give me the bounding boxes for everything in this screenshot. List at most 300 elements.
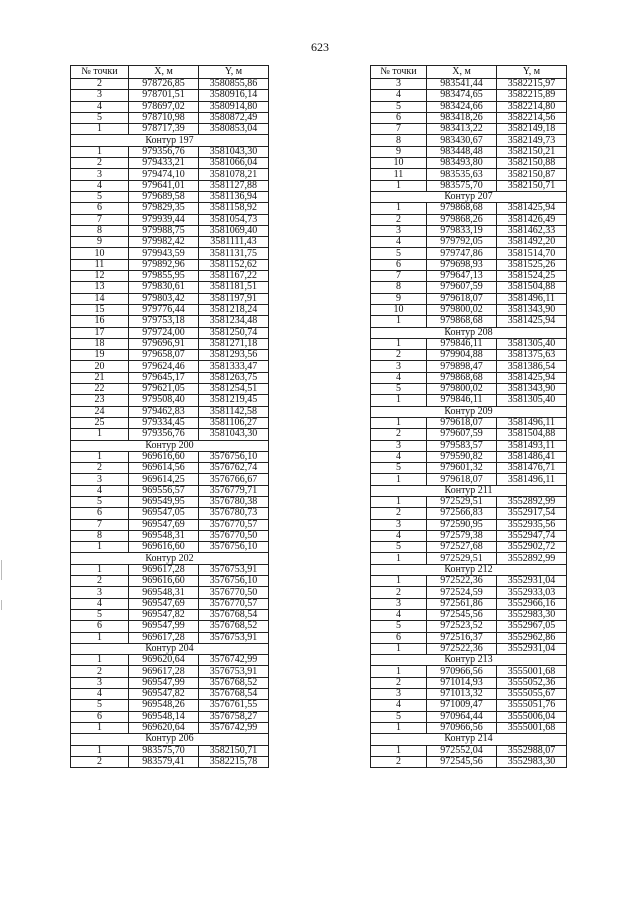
y-coordinate-cell: 3582215,97 — [497, 79, 567, 90]
point-number-cell: 20 — [71, 361, 129, 372]
contour-header-row — [371, 406, 567, 417]
point-number-cell: 11 — [71, 259, 129, 270]
table-row — [371, 519, 567, 530]
point-number-cell: 3 — [371, 519, 427, 530]
point-number-cell: 11 — [371, 169, 427, 180]
point-number-cell: 1 — [71, 745, 129, 756]
point-number-cell: 10 — [71, 248, 129, 259]
contour-header-row — [371, 564, 567, 575]
table-row — [71, 146, 269, 157]
contour-header-row — [71, 643, 269, 654]
table-row — [71, 576, 269, 587]
x-coordinate-cell: 972545,56 — [427, 756, 497, 767]
x-coordinate-cell: 969616,60 — [129, 542, 199, 553]
point-number-cell: 4 — [71, 598, 129, 609]
x-coordinate-cell: 983579,41 — [129, 756, 199, 767]
table-row — [371, 124, 567, 135]
point-number-cell: 21 — [71, 372, 129, 383]
point-number-cell: 1 — [371, 643, 427, 654]
table-row — [71, 542, 269, 553]
y-coordinate-cell: 3581343,90 — [497, 304, 567, 315]
y-coordinate-cell: 3576780,38 — [199, 496, 269, 507]
point-number-cell: 5 — [71, 609, 129, 620]
table-row — [371, 508, 567, 519]
y-coordinate-cell: 3555055,67 — [497, 689, 567, 700]
point-number-cell: 2 — [71, 463, 129, 474]
y-coordinate-cell: 3581043,30 — [199, 146, 269, 157]
contour-header-row — [371, 485, 567, 496]
y-coordinate-cell: 3555006,04 — [497, 711, 567, 722]
y-coordinate-cell: 3576768,52 — [199, 621, 269, 632]
table-row — [371, 101, 567, 112]
table-row — [371, 158, 567, 169]
y-coordinate-cell: 3552931,04 — [497, 576, 567, 587]
x-coordinate-cell: 983424,66 — [427, 101, 497, 112]
x-coordinate-cell: 979583,57 — [427, 440, 497, 451]
x-coordinate-cell: 979624,46 — [129, 361, 199, 372]
table-row — [371, 496, 567, 507]
x-coordinate-cell: 969547,99 — [129, 621, 199, 632]
table-row — [71, 158, 269, 169]
y-coordinate-cell: 3576770,50 — [199, 530, 269, 541]
x-coordinate-cell: 979846,11 — [427, 395, 497, 406]
point-number-cell: 2 — [71, 756, 129, 767]
x-coordinate-cell: 979607,59 — [427, 429, 497, 440]
x-coordinate-cell: 979868,26 — [427, 214, 497, 225]
table-row — [371, 225, 567, 236]
table-row — [71, 587, 269, 598]
x-coordinate-cell: 969614,25 — [129, 474, 199, 485]
point-number-cell: 4 — [71, 101, 129, 112]
table-row — [371, 248, 567, 259]
x-coordinate-cell: 978697,02 — [129, 101, 199, 112]
x-coordinate-cell: 979474,10 — [129, 169, 199, 180]
y-coordinate-cell: 3581078,21 — [199, 169, 269, 180]
table-row — [371, 417, 567, 428]
y-coordinate-cell: 3552983,30 — [497, 609, 567, 620]
point-number-cell: 9 — [371, 146, 427, 157]
y-coordinate-cell: 3581504,88 — [497, 282, 567, 293]
y-coordinate-cell: 3582214,56 — [497, 112, 567, 123]
x-coordinate-cell: 979982,42 — [129, 237, 199, 248]
header-x: X, м — [427, 66, 497, 79]
table-row — [71, 756, 269, 767]
table-row — [371, 135, 567, 146]
table-row — [71, 316, 269, 327]
x-coordinate-cell: 972522,36 — [427, 576, 497, 587]
table-row — [71, 711, 269, 722]
table-row — [71, 621, 269, 632]
point-number-cell: 9 — [71, 237, 129, 248]
y-coordinate-cell: 3580872,49 — [199, 112, 269, 123]
point-number-cell: 1 — [371, 338, 427, 349]
y-coordinate-cell: 3555001,68 — [497, 722, 567, 733]
point-number-cell: 6 — [71, 508, 129, 519]
table-row — [371, 587, 567, 598]
table-row — [71, 530, 269, 541]
contour-label: Контур 202 — [71, 553, 269, 564]
y-coordinate-cell: 3581218,24 — [199, 304, 269, 315]
table-row — [71, 282, 269, 293]
contour-label: Контур 213 — [371, 655, 567, 666]
point-number-cell: 1 — [71, 632, 129, 643]
x-coordinate-cell: 979753,18 — [129, 316, 199, 327]
y-coordinate-cell: 3552892,99 — [497, 553, 567, 564]
point-number-cell: 5 — [71, 191, 129, 202]
point-number-cell: 1 — [71, 451, 129, 462]
point-number-cell: 2 — [71, 666, 129, 677]
x-coordinate-cell: 979618,07 — [427, 474, 497, 485]
table-row — [371, 169, 567, 180]
x-coordinate-cell: 979607,59 — [427, 282, 497, 293]
table-row — [371, 203, 567, 214]
y-coordinate-cell: 3581054,73 — [199, 214, 269, 225]
coordinates-table-right — [370, 65, 567, 768]
point-number-cell: 6 — [71, 203, 129, 214]
table-row — [71, 598, 269, 609]
x-coordinate-cell: 969617,28 — [129, 666, 199, 677]
y-coordinate-cell: 3555052,36 — [497, 677, 567, 688]
y-coordinate-cell: 3581111,43 — [199, 237, 269, 248]
x-coordinate-cell: 969547,69 — [129, 598, 199, 609]
y-coordinate-cell: 3582150,88 — [497, 158, 567, 169]
x-coordinate-cell: 979356,76 — [129, 429, 199, 440]
table-row — [71, 463, 269, 474]
y-coordinate-cell: 3552983,30 — [497, 756, 567, 767]
table-row — [371, 395, 567, 406]
x-coordinate-cell: 979988,75 — [129, 225, 199, 236]
y-coordinate-cell: 3581305,40 — [497, 395, 567, 406]
x-coordinate-cell: 983535,63 — [427, 169, 497, 180]
point-number-cell: 5 — [371, 463, 427, 474]
x-coordinate-cell: 979800,02 — [427, 304, 497, 315]
x-coordinate-cell: 971014,93 — [427, 677, 497, 688]
point-number-cell: 13 — [71, 282, 129, 293]
table-row — [371, 530, 567, 541]
contour-label: Контур 212 — [371, 564, 567, 575]
y-coordinate-cell: 3576766,67 — [199, 474, 269, 485]
y-coordinate-cell: 3581305,40 — [497, 338, 567, 349]
point-number-cell: 24 — [71, 406, 129, 417]
y-coordinate-cell: 3576753,91 — [199, 632, 269, 643]
contour-header-row — [71, 135, 269, 146]
x-coordinate-cell: 969616,60 — [129, 576, 199, 587]
table-row — [71, 112, 269, 123]
y-coordinate-cell: 3581142,58 — [199, 406, 269, 417]
x-coordinate-cell: 983493,80 — [427, 158, 497, 169]
header-row — [71, 66, 269, 79]
y-coordinate-cell: 3581136,94 — [199, 191, 269, 202]
y-coordinate-cell: 3581167,22 — [199, 271, 269, 282]
point-number-cell: 1 — [371, 745, 427, 756]
table-row — [71, 632, 269, 643]
x-coordinate-cell: 972523,52 — [427, 621, 497, 632]
x-coordinate-cell: 971013,32 — [427, 689, 497, 700]
table-row — [371, 677, 567, 688]
point-number-cell: 1 — [71, 564, 129, 575]
x-coordinate-cell: 979833,19 — [427, 225, 497, 236]
contour-header-row — [371, 327, 567, 338]
y-coordinate-cell: 3576770,50 — [199, 587, 269, 598]
table-row — [371, 304, 567, 315]
y-coordinate-cell: 3581425,94 — [497, 372, 567, 383]
point-number-cell: 3 — [71, 90, 129, 101]
y-coordinate-cell: 3582214,80 — [497, 101, 567, 112]
table-row — [71, 271, 269, 282]
point-number-cell: 3 — [71, 169, 129, 180]
x-coordinate-cell: 979868,68 — [427, 203, 497, 214]
point-number-cell: 2 — [71, 576, 129, 587]
y-coordinate-cell: 3552933,03 — [497, 587, 567, 598]
y-coordinate-cell: 3581127,88 — [199, 180, 269, 191]
y-coordinate-cell: 3581486,41 — [497, 451, 567, 462]
table-row — [371, 214, 567, 225]
y-coordinate-cell: 3576756,10 — [199, 542, 269, 553]
point-number-cell: 19 — [71, 350, 129, 361]
x-coordinate-cell: 972529,51 — [427, 553, 497, 564]
table-row — [371, 463, 567, 474]
y-coordinate-cell: 3582150,71 — [199, 745, 269, 756]
point-number-cell: 1 — [371, 553, 427, 564]
table-row — [371, 316, 567, 327]
contour-label: Контур 200 — [71, 440, 269, 451]
point-number-cell: 1 — [371, 395, 427, 406]
y-coordinate-cell: 3582150,21 — [497, 146, 567, 157]
table-row — [71, 79, 269, 90]
point-number-cell: 8 — [371, 135, 427, 146]
x-coordinate-cell: 972522,36 — [427, 643, 497, 654]
point-number-cell: 2 — [371, 429, 427, 440]
point-number-cell: 2 — [371, 350, 427, 361]
header-point-number: № точки — [371, 66, 427, 79]
point-number-cell: 5 — [371, 248, 427, 259]
y-coordinate-cell: 3581263,75 — [199, 372, 269, 383]
y-coordinate-cell: 3576762,74 — [199, 463, 269, 474]
x-coordinate-cell: 979830,61 — [129, 282, 199, 293]
y-coordinate-cell: 3580855,86 — [199, 79, 269, 90]
x-coordinate-cell: 979658,07 — [129, 350, 199, 361]
y-coordinate-cell: 3552967,05 — [497, 621, 567, 632]
contour-header-row — [71, 553, 269, 564]
y-coordinate-cell: 3581504,88 — [497, 429, 567, 440]
table-row — [371, 271, 567, 282]
x-coordinate-cell: 979356,76 — [129, 146, 199, 157]
point-number-cell: 1 — [371, 203, 427, 214]
y-coordinate-cell: 3581158,92 — [199, 203, 269, 214]
point-number-cell: 3 — [371, 79, 427, 90]
x-coordinate-cell: 969620,64 — [129, 722, 199, 733]
y-coordinate-cell: 3552966,16 — [497, 598, 567, 609]
y-coordinate-cell: 3576780,73 — [199, 508, 269, 519]
coordinates-table-left — [70, 65, 269, 768]
point-number-cell: 3 — [371, 598, 427, 609]
table-row — [371, 112, 567, 123]
y-coordinate-cell: 3581476,71 — [497, 463, 567, 474]
point-number-cell: 4 — [71, 689, 129, 700]
y-coordinate-cell: 3555051,76 — [497, 700, 567, 711]
y-coordinate-cell: 3576770,57 — [199, 598, 269, 609]
table-row — [371, 180, 567, 191]
point-number-cell: 4 — [71, 180, 129, 191]
point-number-cell: 5 — [371, 384, 427, 395]
x-coordinate-cell: 983430,67 — [427, 135, 497, 146]
x-coordinate-cell: 983418,26 — [427, 112, 497, 123]
x-coordinate-cell: 970966,56 — [427, 722, 497, 733]
table-row — [71, 259, 269, 270]
table-row — [371, 372, 567, 383]
x-coordinate-cell: 972561,86 — [427, 598, 497, 609]
point-number-cell: 1 — [71, 146, 129, 157]
point-number-cell: 14 — [71, 293, 129, 304]
x-coordinate-cell: 969547,69 — [129, 519, 199, 530]
x-coordinate-cell: 979645,17 — [129, 372, 199, 383]
table-row — [71, 722, 269, 733]
point-number-cell: 8 — [371, 282, 427, 293]
scan-edge-mark — [1, 600, 2, 610]
point-number-cell: 3 — [371, 440, 427, 451]
table-row — [71, 609, 269, 620]
table-row — [371, 576, 567, 587]
x-coordinate-cell: 972566,83 — [427, 508, 497, 519]
contour-header-row — [371, 734, 567, 745]
point-number-cell: 7 — [371, 124, 427, 135]
x-coordinate-cell: 972529,51 — [427, 496, 497, 507]
table-row — [71, 745, 269, 756]
x-coordinate-cell: 978710,98 — [129, 112, 199, 123]
x-coordinate-cell: 969547,99 — [129, 677, 199, 688]
y-coordinate-cell: 3581106,27 — [199, 417, 269, 428]
contour-label: Контур 209 — [371, 406, 567, 417]
contour-label: Контур 214 — [371, 734, 567, 745]
point-number-cell: 22 — [71, 384, 129, 395]
x-coordinate-cell: 979698,93 — [427, 259, 497, 270]
y-coordinate-cell: 3581250,74 — [199, 327, 269, 338]
y-coordinate-cell: 3581293,56 — [199, 350, 269, 361]
y-coordinate-cell: 3576753,91 — [199, 564, 269, 575]
x-coordinate-cell: 969620,64 — [129, 655, 199, 666]
x-coordinate-cell: 972552,04 — [427, 745, 497, 756]
x-coordinate-cell: 979433,21 — [129, 158, 199, 169]
x-coordinate-cell: 979724,00 — [129, 327, 199, 338]
table-row — [71, 474, 269, 485]
contour-label: Контур 208 — [371, 327, 567, 338]
y-coordinate-cell: 3576756,10 — [199, 576, 269, 587]
table-row — [371, 542, 567, 553]
table-row — [71, 395, 269, 406]
point-number-cell: 7 — [71, 214, 129, 225]
y-coordinate-cell: 3552935,56 — [497, 519, 567, 530]
x-coordinate-cell: 972579,38 — [427, 530, 497, 541]
contour-label: Контур 206 — [71, 734, 269, 745]
x-coordinate-cell: 972527,68 — [427, 542, 497, 553]
y-coordinate-cell: 3580916,14 — [199, 90, 269, 101]
x-coordinate-cell: 979892,96 — [129, 259, 199, 270]
table-row — [71, 417, 269, 428]
point-number-cell: 2 — [371, 677, 427, 688]
point-number-cell: 1 — [371, 180, 427, 191]
x-coordinate-cell: 969549,95 — [129, 496, 199, 507]
y-coordinate-cell: 3582215,89 — [497, 90, 567, 101]
x-coordinate-cell: 983413,22 — [427, 124, 497, 135]
contour-label: Контур 197 — [71, 135, 269, 146]
table-row — [371, 384, 567, 395]
x-coordinate-cell: 969614,56 — [129, 463, 199, 474]
table-row — [371, 666, 567, 677]
y-coordinate-cell: 3582149,18 — [497, 124, 567, 135]
page-number: 623 — [311, 40, 329, 54]
x-coordinate-cell: 979792,05 — [427, 237, 497, 248]
x-coordinate-cell: 969547,82 — [129, 609, 199, 620]
y-coordinate-cell: 3552902,72 — [497, 542, 567, 553]
table-row — [371, 621, 567, 632]
y-coordinate-cell: 3582150,71 — [497, 180, 567, 191]
table-row — [71, 350, 269, 361]
scan-edge-mark — [1, 560, 2, 580]
table-row — [71, 677, 269, 688]
y-coordinate-cell: 3581426,49 — [497, 214, 567, 225]
y-coordinate-cell: 3576779,71 — [199, 485, 269, 496]
table-row — [71, 508, 269, 519]
table-row — [371, 440, 567, 451]
table-row — [371, 293, 567, 304]
y-coordinate-cell: 3552962,86 — [497, 632, 567, 643]
point-number-cell: 1 — [371, 316, 427, 327]
table-row — [371, 689, 567, 700]
x-coordinate-cell: 969547,82 — [129, 689, 199, 700]
y-coordinate-cell: 3576770,57 — [199, 519, 269, 530]
x-coordinate-cell: 979846,11 — [427, 338, 497, 349]
x-coordinate-cell: 979641,01 — [129, 180, 199, 191]
table-row — [71, 90, 269, 101]
table-row — [71, 496, 269, 507]
x-coordinate-cell: 969548,31 — [129, 530, 199, 541]
table-row — [71, 666, 269, 677]
y-coordinate-cell: 3581525,26 — [497, 259, 567, 270]
x-coordinate-cell: 969617,28 — [129, 632, 199, 643]
point-number-cell: 1 — [371, 417, 427, 428]
y-coordinate-cell: 3581254,51 — [199, 384, 269, 395]
table-row — [371, 643, 567, 654]
point-number-cell: 1 — [71, 542, 129, 553]
x-coordinate-cell: 979621,05 — [129, 384, 199, 395]
contour-label: Контур 204 — [71, 643, 269, 654]
x-coordinate-cell: 979618,07 — [427, 293, 497, 304]
point-number-cell: 7 — [71, 519, 129, 530]
point-number-cell: 2 — [371, 508, 427, 519]
point-number-cell: 2 — [371, 587, 427, 598]
point-number-cell: 3 — [71, 587, 129, 598]
table-row — [371, 474, 567, 485]
x-coordinate-cell: 983448,48 — [427, 146, 497, 157]
point-number-cell: 10 — [371, 304, 427, 315]
x-coordinate-cell: 979868,68 — [427, 316, 497, 327]
table-row — [371, 722, 567, 733]
point-number-cell: 3 — [371, 225, 427, 236]
table-row — [371, 745, 567, 756]
point-number-cell: 3 — [71, 677, 129, 688]
y-coordinate-cell: 3555001,68 — [497, 666, 567, 677]
table-row — [371, 429, 567, 440]
contour-header-row — [71, 440, 269, 451]
point-number-cell: 17 — [71, 327, 129, 338]
x-coordinate-cell: 979803,42 — [129, 293, 199, 304]
y-coordinate-cell: 3581333,47 — [199, 361, 269, 372]
y-coordinate-cell: 3576768,54 — [199, 689, 269, 700]
table-row — [71, 338, 269, 349]
y-coordinate-cell: 3576756,10 — [199, 451, 269, 462]
x-coordinate-cell: 979618,07 — [427, 417, 497, 428]
y-coordinate-cell: 3576758,27 — [199, 711, 269, 722]
